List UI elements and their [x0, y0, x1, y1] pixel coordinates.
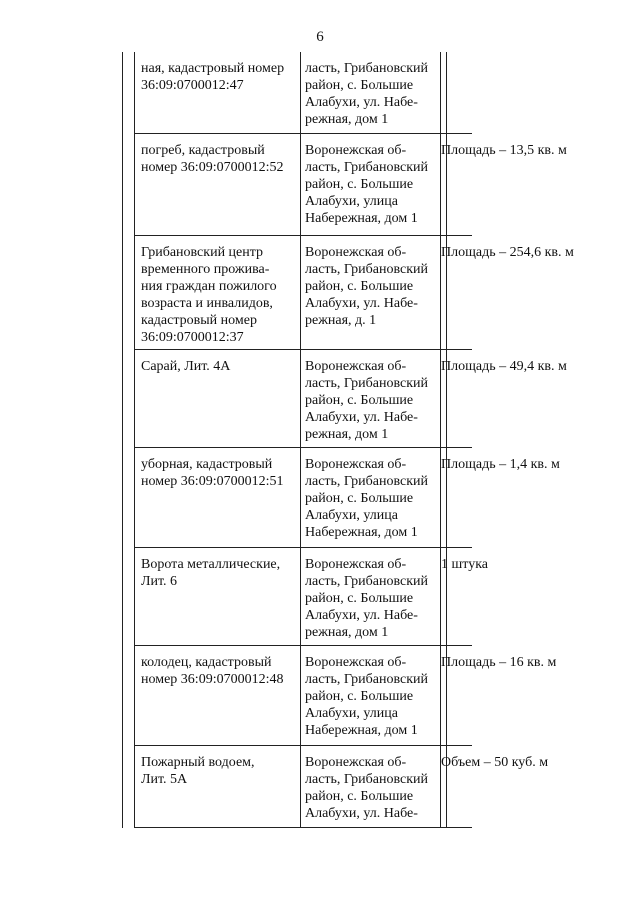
object-characteristic: Объем – 50 куб. м	[441, 755, 549, 770]
object-characteristic: Площадь – 49,4 кв. м	[441, 359, 567, 374]
object-name: колодец, кадастровый номер 36:09:0700012:48	[141, 655, 284, 687]
object-address: Воронежская об- ласть, Грибановский район, с. Большие Алабухи, улица Набережная, дом 1	[305, 457, 428, 540]
object-characteristic: 1 штука	[441, 557, 489, 572]
object-name: Пожарный водоем, Лит. 5А	[141, 755, 255, 787]
object-name: погреб, кадастровый номер 36:09:0700012:52	[141, 143, 284, 175]
object-address: Воронежская об- ласть, Грибановский район, с. Большие Алабухи, ул. Набе- режная, д. 1	[305, 245, 428, 328]
table-row	[134, 134, 567, 236]
object-characteristic: Площадь – 254,6 кв. м	[441, 245, 574, 260]
row-divider	[134, 827, 472, 828]
object-name: Грибановский центр временного прожива- ния граждан пожилого возраста и инвалидов, кадастровый номер 36:09:0700012:37	[141, 245, 277, 345]
object-name: Ворота металлические, Лит. 6	[141, 557, 281, 589]
object-address: Воронежская об- ласть, Грибановский район, с. Большие Алабухи, ул. Набе- режная, дом 1	[305, 359, 428, 442]
object-address: Воронежская об- ласть, Грибановский район, с. Большие Алабухи, улица Набережная, дом 1	[305, 655, 428, 738]
table-row	[134, 646, 557, 746]
table-row	[134, 448, 560, 548]
object-address: Воронежская об- ласть, Грибановский район, с. Большие Алабухи, ул. Набе- режная, дом 1	[305, 557, 428, 640]
object-address: ласть, Грибановский район, с. Большие Алабухи, ул. Набе- режная, дом 1	[305, 61, 428, 127]
property-table	[122, 52, 574, 828]
object-name: Сарай, Лит. 4А	[141, 359, 231, 374]
object-name: уборная, кадастровый номер 36:09:0700012:51	[141, 457, 284, 489]
page-number: 6	[316, 29, 324, 45]
object-characteristic: Площадь – 1,4 кв. м	[441, 457, 560, 472]
object-address: Воронежская об- ласть, Грибановский район, с. Большие Алабухи, ул. Набе-	[305, 755, 428, 821]
table-left-border	[122, 52, 123, 828]
object-characteristic	[441, 52, 601, 60]
object-characteristic: Площадь – 13,5 кв. м	[441, 143, 567, 158]
object-characteristic: Площадь – 16 кв. м	[441, 655, 557, 670]
table-row	[134, 746, 549, 828]
object-name: ная, кадастровый номер 36:09:0700012:47	[141, 61, 285, 93]
object-address: Воронежская об- ласть, Грибановский район, с. Большие Алабухи, улица Набережная, дом 1	[305, 143, 428, 226]
table-row	[134, 350, 567, 448]
table-row	[134, 236, 574, 350]
table-row	[134, 52, 472, 134]
table-row	[134, 548, 489, 646]
